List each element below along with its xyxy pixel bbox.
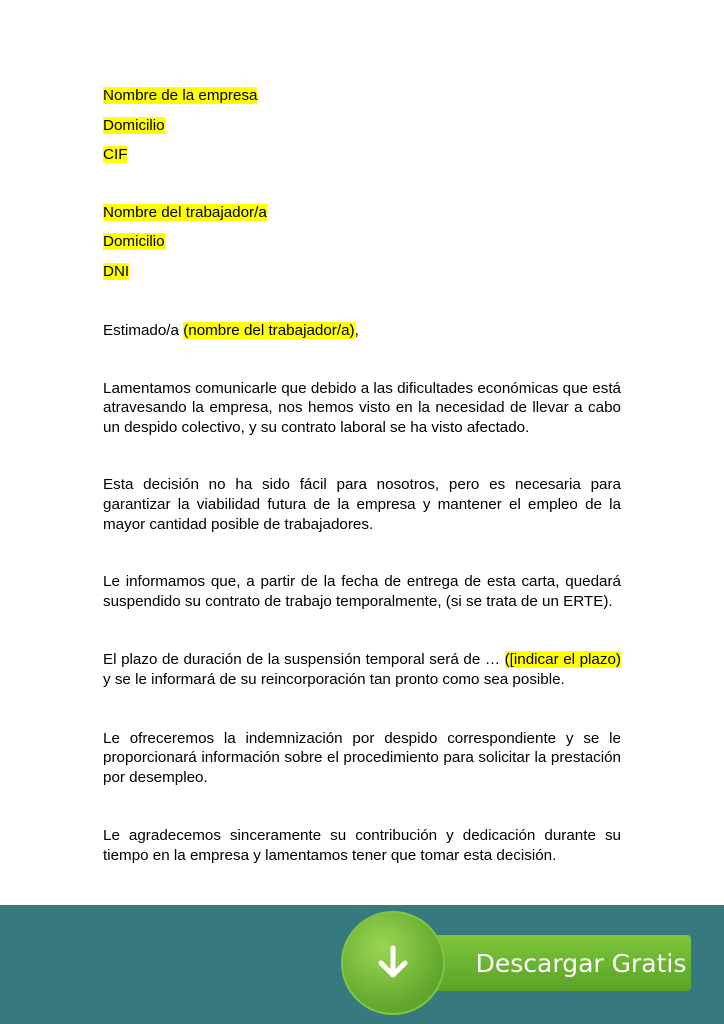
company-name: Nombre de la empresa xyxy=(103,87,258,104)
worker-address: Domicilio xyxy=(103,233,165,250)
download-label: Descargar Gratis xyxy=(475,948,687,978)
salutation: Estimado/a (nombre del trabajador/a), xyxy=(103,322,359,339)
company-address: Domicilio xyxy=(103,116,165,134)
paragraph-4: El plazo de duración de la suspensión temporal será de … ([indicar el plazo) y se le informará de su reincorporación tan pronto como sea posible. xyxy=(103,651,621,688)
paragraph-2: Esta decisión no ha sido fácil para nosotros, pero es necesaria para garantizar la viabilidad futura de la empresa y mantener el empleo de la mayor cantidad posible de trabajadores. xyxy=(103,476,621,533)
paragraph-5: Le ofreceremos la indemnización por despido correspondiente y se le proporcionará información sobre el procedimiento para solicitar la prestación por desempleo. xyxy=(103,729,621,786)
arrow-down-icon xyxy=(371,941,415,985)
company-cif: CIF xyxy=(103,146,128,163)
download-widget[interactable] xyxy=(341,911,693,1015)
worker-name: Nombre del trabajador/a xyxy=(103,203,267,221)
worker-dni: DNI xyxy=(103,262,130,280)
download-circle-button[interactable] xyxy=(341,911,445,1015)
paragraph-3: Le informamos que, a partir de la fecha de entrega de esta carta, quedará suspendido su contrato de trabajo temporalmente, (si se trata de un ERTE). xyxy=(103,573,621,610)
paragraph-6: Le agradecemos sinceramente su contribución y dedicación durante su tiempo en la empresa y lamentamos tener que tomar esta decisión. xyxy=(103,827,621,864)
paragraph-1: Lamentamos comunicarle que debido a las dificultades económicas que está atravesando la empresa, nos hemos visto en la necesidad de llevar a cabo un despido colectivo, y su contrato laboral se ha visto afectado. xyxy=(103,379,621,436)
letter-body xyxy=(103,86,621,866)
